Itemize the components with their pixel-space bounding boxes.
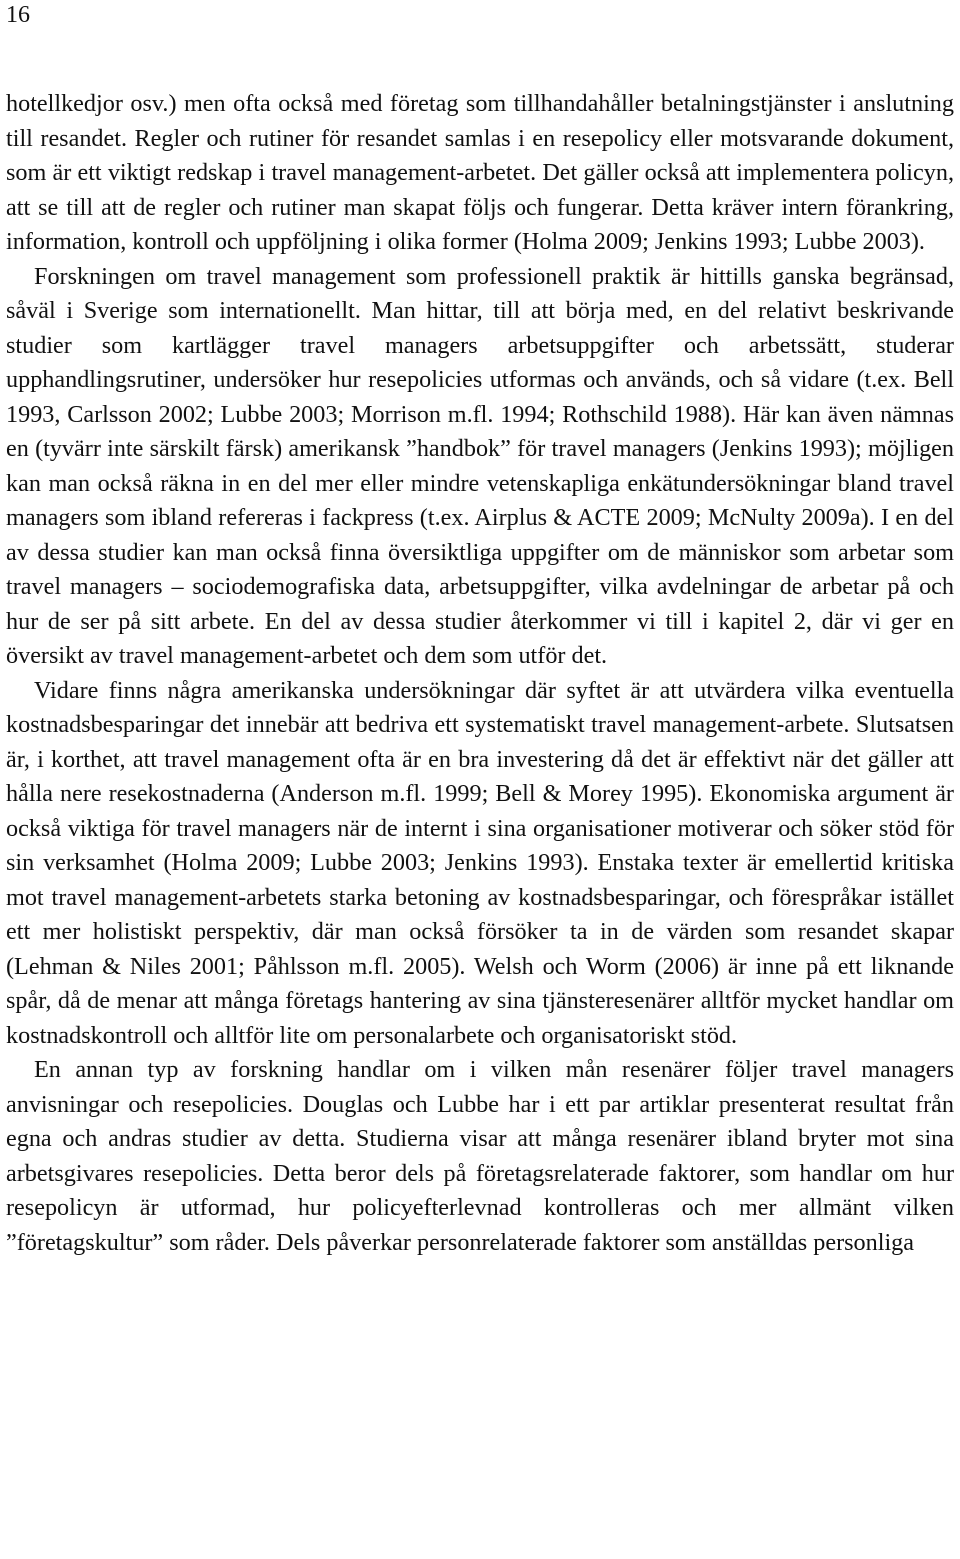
paragraph-continued: hotellkedjor osv.) men ofta också med företag som tillhandahåller betalningstjänster i anslutning till resandet. Regler och rutiner för resandet samlas i en resepolicy eller motsvarande dokument, som är ett viktigt redskap i travel management-arbetet. Det gäller också att implementera policyn, att se till att de regler och rutiner man skapat följs och fungerar. Detta kräver intern förankring, information, kontroll och uppföljning i olika former (Holma 2009; Jenkins 1993; Lubbe 2003). bbox=[6, 90, 954, 255]
page-number: 16 bbox=[6, 2, 30, 28]
paragraph-research-overview: Forskningen om travel management som professionell praktik är hittills ganska begränsad, såväl i Sverige som internationellt. Man hittar, till att börja med, en del relativt beskrivande studier som kartlägger travel managers arbetsuppgifter och arbetssätt, studerar upphandlingsrutiner, undersöker hur resepolicies utformas och används, och så vidare (t.ex. Bell 1993, Carlsson 2002; Lubbe 2003; Morrison m.fl. 1994; Rothschild 1988). Här kan även nämnas en (tyvärr inte särskilt färsk) amerikansk ”handbok” för travel managers (Jenkins 1993); möjligen kan man också räkna in en del mer eller mindre vetenskapliga enkätundersökningar bland travel managers som ibland refereras i fackpress (t.ex. Airplus & ACTE 2009; McNulty 2009a). I en del av dessa studier kan man också finna översiktliga uppgifter om de människor som arbetar som travel managers – sociodemografiska data, arbetsuppgifter, vilka avdelningar de arbetar på och hur de ser på sitt arbete. En del av dessa studier återkommer vi till i kapitel 2, där vi ger en översikt av travel management-arbetet och dem som utför det. bbox=[6, 262, 954, 669]
body-text bbox=[6, 87, 954, 1260]
paragraph-policy-compliance: En annan typ av forskning handlar om i vilken mån resenärer följer travel managers anvisningar och resepolicies. Douglas och Lubbe har i ett par artiklar presenterat resultat från egna och andras studier av detta. Studierna visar att många resenärer ibland bryter mot sina arbetsgivares resepolicies. Detta beror dels på företagsrelaterade faktorer, som handlar om hur resepolicyn är utformad, hur policyefterlevnad kontrolleras och mer allmänt vilken ”företagskultur” som råder. Dels påverkar personrelaterade faktorer som anställdas personliga bbox=[6, 1056, 954, 1256]
paragraph-cost-savings: Vidare finns några amerikanska undersökningar där syftet är att utvärdera vilka eventuella kostnadsbesparingar det innebär att bedriva ett systematiskt travel management-arbete. Slutsatsen är, i korthet, att travel management ofta är en bra investering då det är effektivt när det gäller att hålla nere resekostnaderna (Anderson m.fl. 1999; Bell & Morey 1995). Ekonomiska argument är också viktiga för travel managers när de internt i sina organisationer motiverar och söker stöd för sin verksamhet (Holma 2009; Lubbe 2003; Jenkins 1993). Enstaka texter är emellertid kritiska mot travel management-arbetets starka betoning av kostnadsbesparingar, och förespråkar istället ett mer holistiskt perspektiv, där man också försöker ta in de värden som resandet skapar (Lehman & Niles 2001; Påhlsson m.fl. 2005). Welsh och Worm (2006) är inne på ett liknande spår, då de menar att många företags hantering av sina tjänsteresenärer alltför mycket handlar om kostnadskontroll och alltför lite om personalarbete och organisatoriskt stöd. bbox=[6, 676, 954, 1049]
